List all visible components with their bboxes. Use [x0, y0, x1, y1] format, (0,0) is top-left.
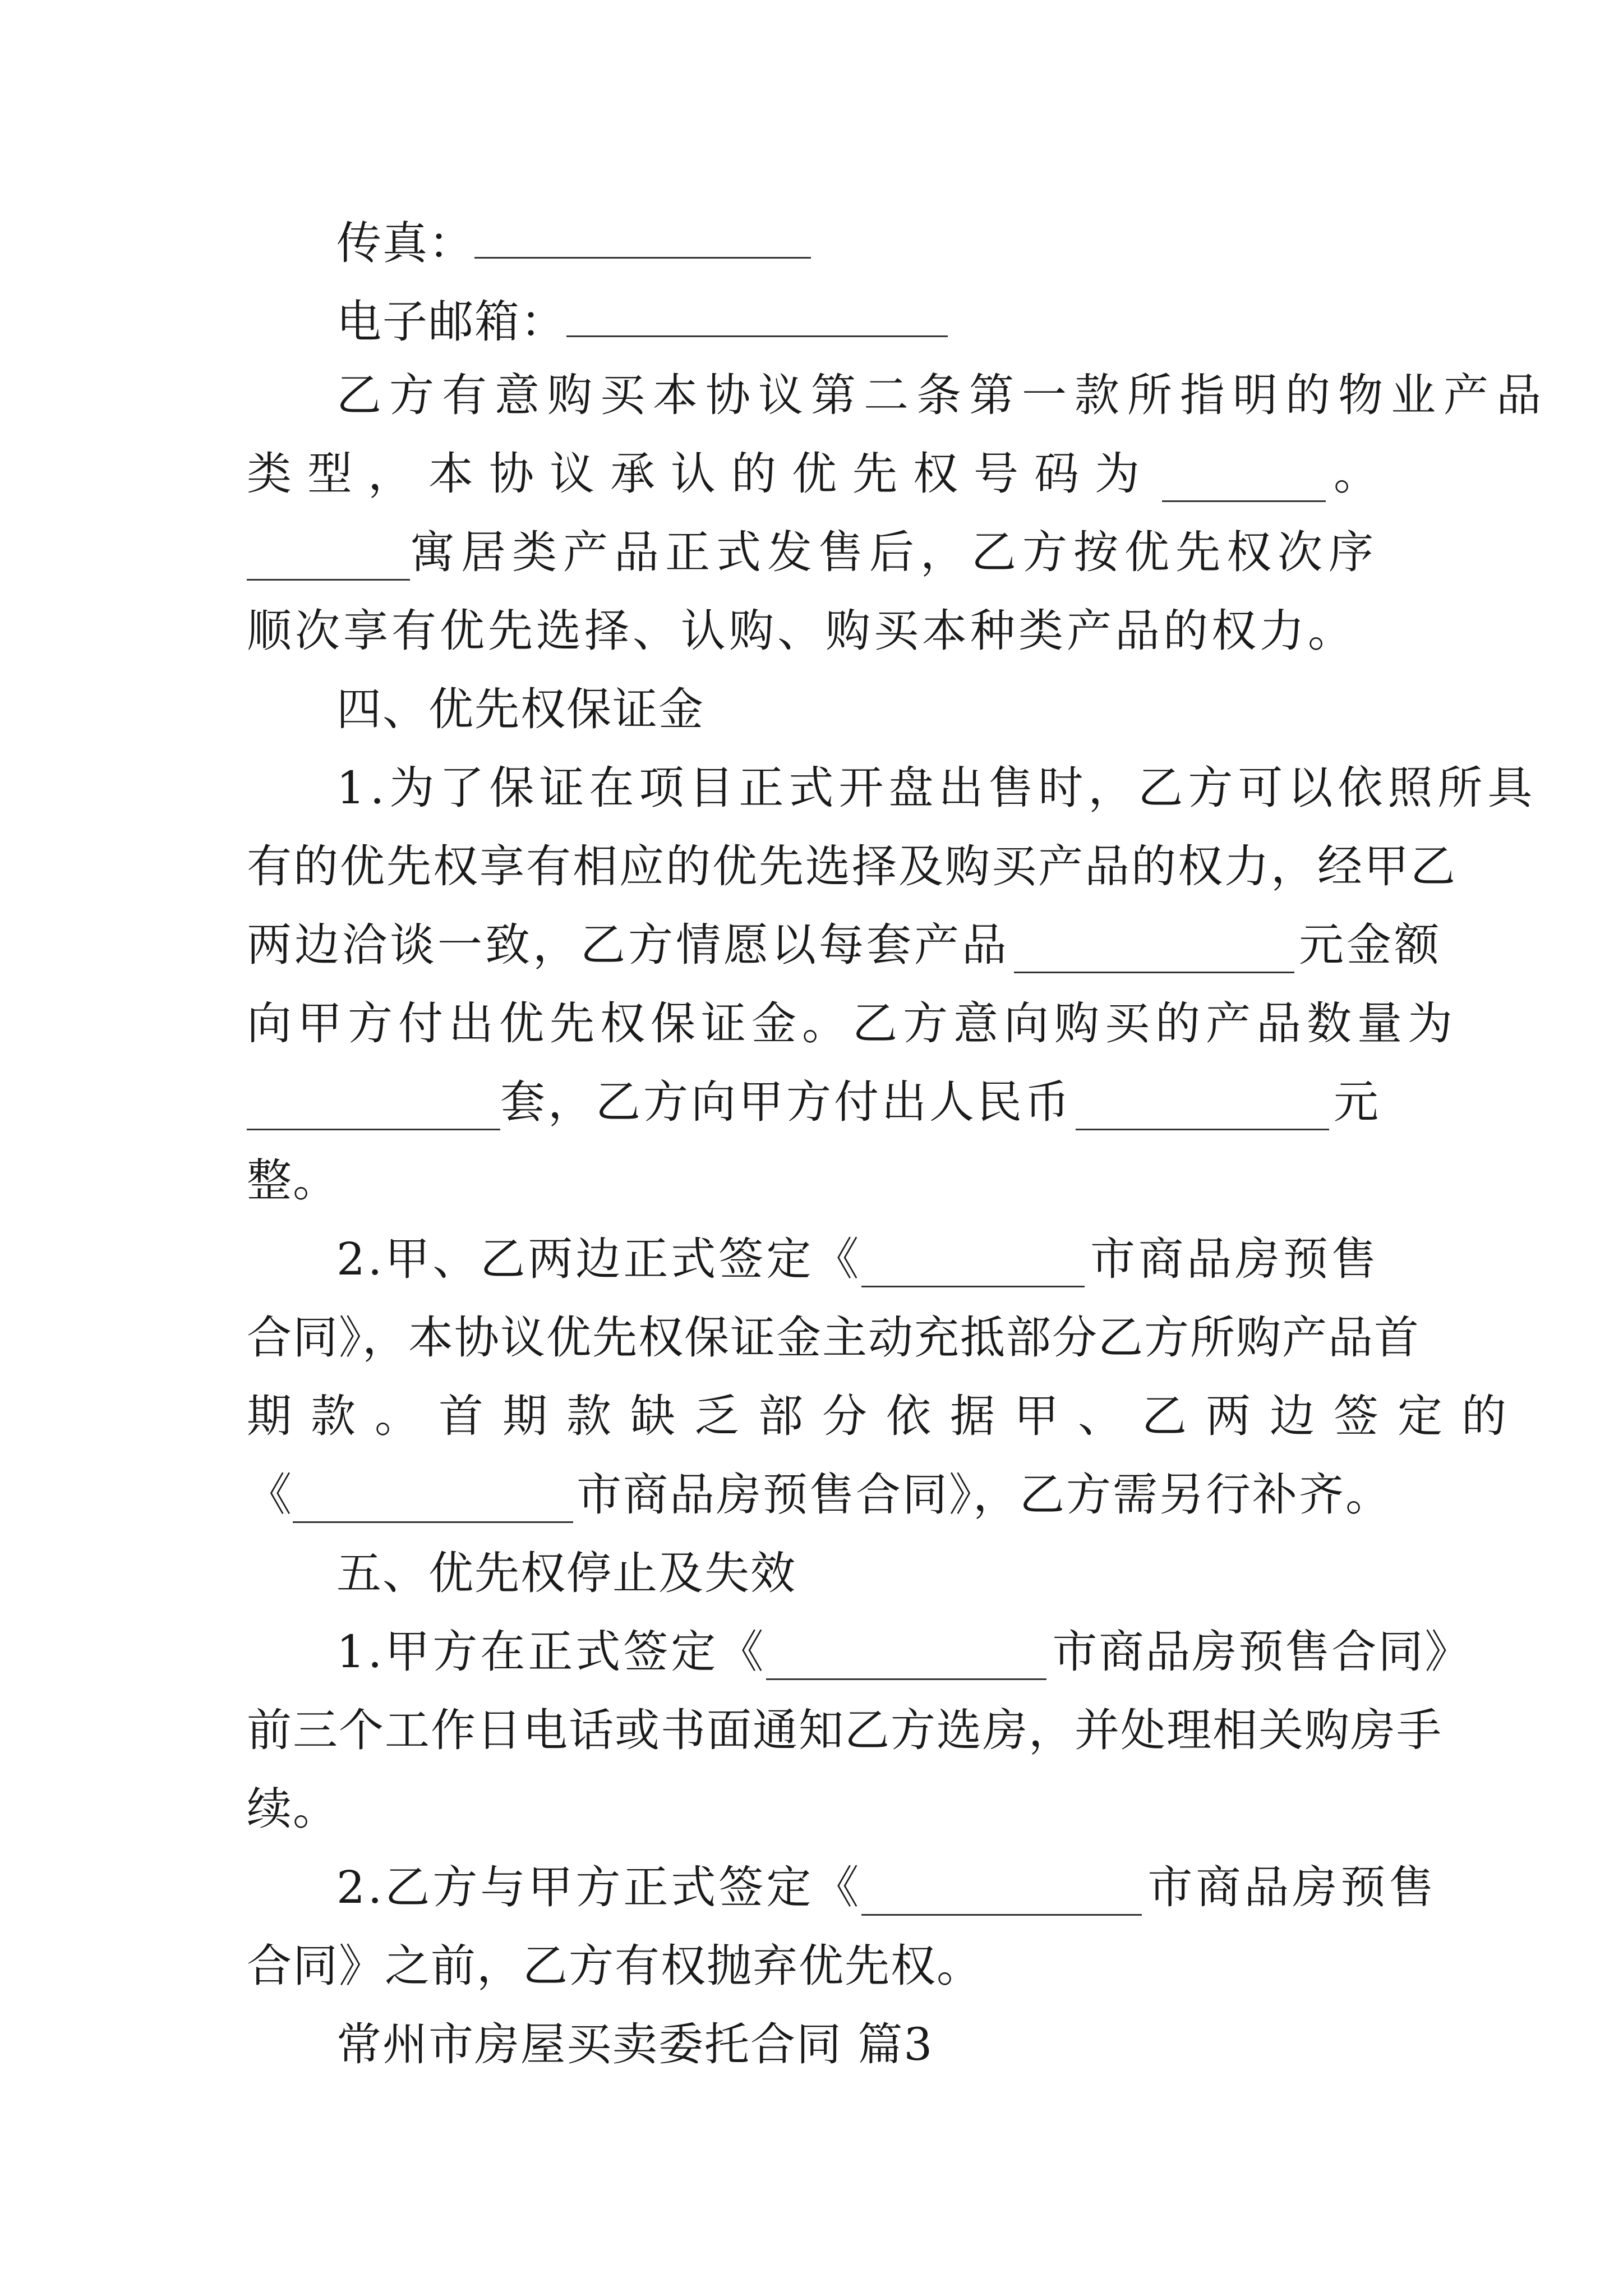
section5-item1-line3	[247, 1781, 339, 1837]
section5-item1-line2	[247, 1703, 1442, 1759]
city-blank-1[interactable]	[861, 1242, 1085, 1287]
clause3-text-2: 类型，本协议承认的优先权号码为	[247, 448, 1155, 500]
section4-item1-text-5b: 元	[1334, 1076, 1380, 1128]
property-type-blank[interactable]	[247, 535, 410, 581]
clause3-line4	[247, 603, 1356, 659]
unit-deposit-blank[interactable]	[1014, 928, 1294, 973]
city-blank-4[interactable]	[861, 1870, 1142, 1916]
section5-item1-line1	[336, 1624, 1471, 1680]
clause3-text-2-end: 。	[1334, 448, 1380, 500]
section4-item2-text-4a: 《	[247, 1469, 293, 1521]
email-label: 电子邮箱：	[336, 296, 566, 348]
clause3-line1	[336, 367, 1549, 424]
clause3-text-4: 顺次享有优先选择、认购、购买本种类产品的权力。	[247, 605, 1356, 657]
clause3-text-3: 寓居类产品正式发售后，乙方按优先权次序	[410, 526, 1380, 578]
priority-number-blank[interactable]	[1162, 457, 1326, 502]
section5-item1-text-3: 续。	[247, 1783, 339, 1835]
section5-item2-text-1b: 市商品房预售	[1147, 1861, 1437, 1913]
section4-item2-line3	[247, 1388, 1525, 1444]
section4-item1-line4	[247, 996, 1458, 1052]
section4-item1-text-3a: 两边洽谈一致，乙方情愿以每套产品	[247, 919, 1009, 971]
fax-blank[interactable]	[474, 213, 811, 259]
section4-item1-text-2: 有的优先权享有相应的优先选择及购买产品的权力，经甲乙	[247, 840, 1457, 892]
section5-item2-line1	[336, 1860, 1437, 1916]
email-blank[interactable]	[566, 292, 948, 337]
quantity-blank[interactable]	[247, 1085, 500, 1130]
section4-item1-text-6: 整。	[247, 1154, 339, 1207]
section4-item2-text-1a: 2.甲、乙两边正式签定《	[336, 1233, 862, 1285]
section4-item1-line1	[336, 760, 1537, 816]
section4-heading-text: 四、优先权保证金	[336, 683, 704, 735]
fax-line	[336, 213, 811, 269]
section4-item1-line3	[247, 917, 1442, 973]
section4-item1-line6	[247, 1153, 339, 1209]
section4-item1-text-1: 1.为了保证在项目正式开盘出售时，乙方可以依照所具	[336, 762, 1538, 814]
section4-heading	[336, 682, 704, 738]
section4-item2-text-3: 期款。首期款缺乏部分依据甲、乙两边签定的	[247, 1390, 1525, 1442]
next-document-title-text: 常州市房屋买卖委托合同 篇3	[336, 2018, 934, 2070]
section4-item1-text-5a: 套，乙方向甲方付出人民币	[500, 1076, 1072, 1128]
clause3-line2	[247, 446, 1380, 502]
section4-item2-line1	[336, 1231, 1380, 1287]
section5-item1-text-1b: 市商品房预售合同》	[1052, 1626, 1472, 1678]
section4-item1-line2	[247, 839, 1457, 895]
city-blank-3[interactable]	[766, 1635, 1046, 1680]
clause3-line3	[247, 524, 1380, 581]
section5-heading-text: 五、优先权停止及失效	[336, 1547, 796, 1599]
city-blank-2[interactable]	[293, 1478, 573, 1523]
section4-item2-text-1b: 市商品房预售	[1090, 1233, 1380, 1285]
section5-item1-text-1a: 1.甲方在正式签定《	[336, 1626, 767, 1678]
section4-item2-line4	[247, 1467, 1392, 1523]
next-document-title	[336, 2017, 933, 2073]
clause3-text-1: 乙方有意购买本协议第二条第一款所指明的物业产品	[336, 369, 1549, 421]
section5-item2-line2	[247, 1938, 983, 1994]
section4-item2-text-4b: 市商品房预售合同》，乙方需另行补齐。	[577, 1469, 1392, 1521]
email-line	[336, 292, 948, 348]
section5-item2-text-1a: 2.乙方与甲方正式签定《	[336, 1861, 862, 1913]
section5-item1-text-2: 前三个工作日电话或书面通知乙方选房，并处理相关购房手	[247, 1704, 1442, 1756]
section4-item2-line2	[247, 1310, 1420, 1366]
section5-heading	[336, 1545, 796, 1602]
section4-item2-text-2: 合同》，本协议优先权保证金主动充抵部分乙方所购产品首	[247, 1312, 1420, 1364]
section4-item1-line5	[247, 1074, 1380, 1130]
section4-item1-text-4: 向甲方付出优先权保证金。乙方意向购买的产品数量为	[247, 997, 1458, 1050]
total-amount-blank[interactable]	[1076, 1085, 1329, 1130]
section4-item1-text-3b: 元金额	[1299, 919, 1442, 971]
section5-item2-text-2: 合同》之前，乙方有权抛弃优先权。	[247, 1940, 983, 1992]
fax-label: 传真：	[336, 217, 474, 269]
